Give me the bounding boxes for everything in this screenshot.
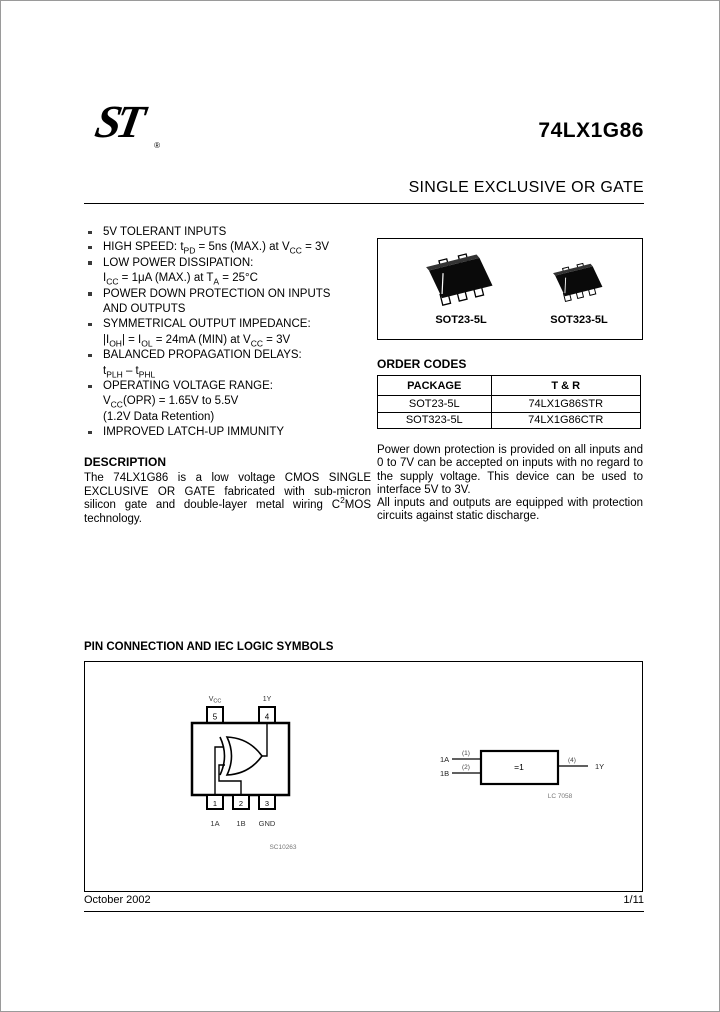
pin-diagram-box — [84, 661, 643, 892]
package-label: SOT323-5L — [550, 314, 608, 326]
order-codes-headrow — [378, 376, 641, 396]
order-codes-header: T & R — [491, 376, 641, 396]
order-codes-tbody — [378, 396, 641, 429]
order-code-row — [378, 396, 641, 413]
feature-item: 5V TOLERANT INPUTS — [86, 225, 378, 240]
intro-paragraph-1: Power down protection is provided on all inputs and 0 to 7V can be accepted on inputs with no regard to the supply voltage. This device can be used to interface 5V to 3V. — [377, 444, 643, 496]
iec-input-a-label: 1A — [440, 755, 450, 764]
order-codes-header: PACKAGE — [378, 376, 492, 396]
order-code-cell: SOT23-5L — [378, 396, 492, 413]
registered-trademark-icon: ® — [154, 141, 160, 150]
iec-logic-symbol — [430, 737, 645, 807]
order-codes-heading: ORDER CODES — [377, 357, 467, 371]
part-number: 74LX1G86 — [538, 119, 644, 142]
vcc-pin-label: $V_{CC}$ — [208, 696, 222, 705]
package-label: SOT23-5L — [435, 314, 487, 326]
iec-input-b-label: 1B — [440, 769, 450, 778]
page-title: SINGLE EXCLUSIVE OR GATE — [408, 179, 644, 196]
intro-paragraph-2: All inputs and outputs are equipped with protection circuits against static discharge. — [377, 497, 643, 523]
pin-section-heading: PIN CONNECTION AND IEC LOGIC SYMBOLS — [84, 641, 334, 653]
iec-input-b-pin: (2) — [462, 764, 470, 771]
features-list — [86, 225, 378, 441]
order-codes-table — [377, 375, 641, 429]
description-text: The 74LX1G86 is a low voltage CMOS SINGLE EXCLUSIVE OR GATE fabricated with sub-micron silicon gate and double-layer metal wiring $C^2MOS$ technology. — [84, 472, 371, 525]
footer-page-number: 1/11 — [623, 894, 644, 906]
description-section — [84, 455, 371, 526]
feature-item: BALANCED PROPAGATION DELAYS: $t_{PLH} - t_{PHL}$ — [86, 348, 378, 379]
st-logo-glyph: ST — [91, 96, 145, 147]
feature-item: IMPROVED LATCH-UP IMMUNITY — [86, 425, 378, 440]
iec-output-pin: (4) — [568, 757, 576, 764]
sot23-5l-package-image — [422, 251, 500, 307]
package-figure-box — [377, 238, 643, 340]
feature-item: OPERATING VOLTAGE RANGE: $V_{CC}(OPR) = 1.65V$ to 5.5V (1.2V Data Retention) — [86, 379, 378, 425]
footer-divider — [84, 911, 644, 912]
pin-number-3: 3 — [264, 799, 270, 808]
pin-label-1a: 1A — [210, 819, 220, 828]
order-code-cell: 74LX1G86CTR — [491, 412, 641, 429]
pinout-figure-code: SC10263 — [269, 844, 297, 851]
feature-item: LOW POWER DISSIPATION: $I_{CC} = 1\mu A$ (MAX.) at $T_A = 25^\circ C$ — [86, 256, 378, 287]
pin-label-1b: 1B — [236, 819, 246, 828]
package-sot323 — [524, 239, 634, 339]
pin-label-gnd: GND — [258, 819, 276, 828]
pin-connection-diagram — [186, 679, 346, 875]
intro-paragraphs — [377, 444, 643, 524]
feature-item: POWER DOWN PROTECTION ON INPUTS AND OUTPUTS — [86, 287, 378, 318]
order-code-row — [378, 412, 641, 429]
pin-number-5: 5 — [212, 712, 218, 722]
iec-input-a-pin: (1) — [462, 750, 470, 757]
pin-number-2: 2 — [238, 799, 244, 808]
package-sot23 — [398, 239, 524, 339]
order-code-cell: 74LX1G86STR — [491, 396, 641, 413]
order-code-cell: SOT323-5L — [378, 412, 492, 429]
output-pin-label: 1Y — [262, 696, 272, 703]
title-divider — [84, 203, 644, 204]
description-heading: DESCRIPTION — [84, 455, 167, 469]
st-logo — [91, 96, 166, 150]
sot323-5l-package-image — [550, 261, 608, 303]
iec-figure-code: LC 7058 — [547, 793, 573, 800]
feature-item: HIGH SPEED: $t_{PD} = 5ns$ (MAX.) at $V_{CC} = 3V$ — [86, 240, 378, 255]
pin-number-1: 1 — [212, 799, 218, 808]
iec-gate-function: =1 — [514, 762, 524, 772]
iec-output-label: 1Y — [595, 762, 605, 771]
feature-item: SYMMETRICAL OUTPUT IMPEDANCE: $|I_{OH}| = I_{OL} = 24mA$ (MIN) at $V_{CC} = 3V$ — [86, 317, 378, 348]
footer-date: October 2002 — [84, 894, 151, 906]
pin-number-4: 4 — [264, 712, 270, 722]
